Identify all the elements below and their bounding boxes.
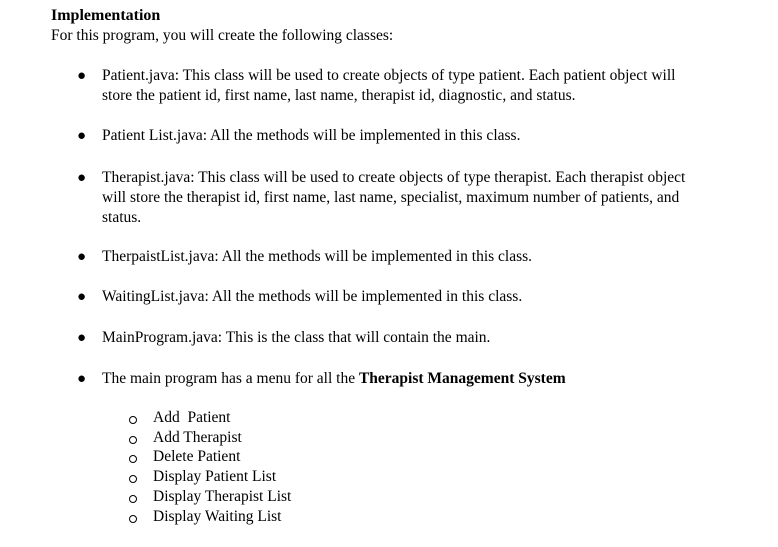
bullet-dot-icon: ●: [77, 128, 87, 144]
bullet-text: Therapist.java: This class will be used to create objects of type therapist. Each therapist object will store the therapist id, first name, last name, specialist, maximum number of patients, and status.: [102, 169, 686, 226]
hollow-circle-icon: [129, 515, 137, 523]
bullet-text-prefix: The main program has a menu for all the: [102, 370, 359, 387]
hollow-circle-icon: [129, 475, 137, 483]
menu-item-label: Display Therapist List: [153, 488, 292, 505]
bullet-dot-icon: ●: [77, 371, 87, 387]
bullet-dot-icon: ●: [77, 68, 87, 84]
bullet-dot-icon: ●: [77, 330, 87, 346]
bullet-dot-icon: ●: [77, 170, 87, 186]
menu-item-label: Display Waiting List: [153, 508, 282, 525]
menu-item-label: Add Patient: [153, 409, 231, 426]
document: [51, 6, 751, 525]
menu-item-label: Add Therapist: [153, 429, 242, 446]
hollow-circle-icon: [129, 495, 137, 503]
hollow-circle-icon: [129, 436, 137, 444]
bullet-text: WaitingList.java: All the methods will be implemented in this class.: [102, 288, 523, 305]
section-heading: Implementation: [51, 7, 161, 24]
system-name: Therapist Management System: [358, 370, 566, 387]
menu-item-label: Delete Patient: [153, 448, 241, 465]
bullet-text: MainProgram.java: This is the class that will contain the main.: [102, 329, 491, 346]
bullet-text: Patient.java: This class will be used to create objects of type patient. Each patient object will store the patient id, first name, last name, therapist id, diagnostic, and status.: [102, 67, 676, 104]
bullet-dot-icon: ●: [77, 289, 87, 305]
bullet-text: TherpaistList.java: All the methods will be implemented in this class.: [102, 248, 533, 265]
bullet-text: Patient List.java: All the methods will be implemented in this class.: [102, 127, 521, 144]
bullet-text: [102, 369, 707, 389]
intro-paragraph: For this program, you will create the following classes:: [51, 27, 394, 44]
hollow-circle-icon: [129, 416, 137, 424]
menu-item-label: Display Patient List: [153, 468, 277, 485]
hollow-circle-icon: [129, 455, 137, 463]
bullet-dot-icon: ●: [77, 249, 87, 265]
